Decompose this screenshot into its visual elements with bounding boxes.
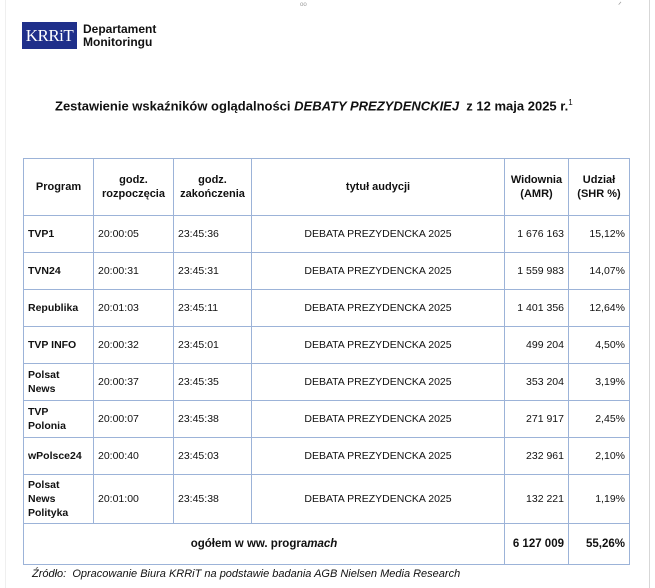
total-label-italic: mach xyxy=(307,538,338,550)
cell-start: 20:01:00 xyxy=(94,475,174,524)
cell-end: 23:45:36 xyxy=(174,216,252,253)
cell-start: 20:00:40 xyxy=(94,438,174,475)
logo-mark: KRRiT xyxy=(22,22,77,49)
cell-shr: 15,12% xyxy=(569,216,630,253)
table-total-row xyxy=(24,524,630,565)
table-row xyxy=(24,253,630,290)
source-note: Źródło: Opracowanie Biura KRRiT na podstawie badania AGB Nielsen Media Research xyxy=(32,568,461,580)
logo-line-1: Departament xyxy=(83,21,157,36)
cell-amr: 232 961 xyxy=(505,438,569,475)
cell-start: 20:01:03 xyxy=(94,290,174,327)
cell-amr: 271 917 xyxy=(505,401,569,438)
cell-shr: 2,10% xyxy=(569,438,630,475)
cell-end: 23:45:38 xyxy=(174,401,252,438)
cell-title: DEBATA PREZYDENCKA 2025 xyxy=(252,475,505,524)
header-amr: Widownia (AMR) xyxy=(505,159,569,216)
cell-shr: 12,64% xyxy=(569,290,630,327)
cell-amr: 1 676 163 xyxy=(505,216,569,253)
cell-program: Polsat News Polityka xyxy=(24,475,94,524)
cell-end: 23:45:35 xyxy=(174,364,252,401)
krrit-logo xyxy=(22,22,156,49)
table-row xyxy=(24,438,630,475)
top-marks xyxy=(300,0,622,10)
total-label xyxy=(24,524,505,565)
logo-department-name xyxy=(83,23,156,49)
top-mark-left: ᵒᵒ xyxy=(300,0,307,10)
cell-amr: 1 559 983 xyxy=(505,253,569,290)
cell-amr: 132 221 xyxy=(505,475,569,524)
table-row xyxy=(24,216,630,253)
cell-title: DEBATA PREZYDENCKA 2025 xyxy=(252,401,505,438)
cell-title: DEBATA PREZYDENCKA 2025 xyxy=(252,327,505,364)
header-start: godz. rozpoczęcia xyxy=(94,159,174,216)
cell-title: DEBATA PREZYDENCKA 2025 xyxy=(252,216,505,253)
cell-amr: 353 204 xyxy=(505,364,569,401)
cell-title: DEBATA PREZYDENCKA 2025 xyxy=(252,438,505,475)
total-amr: 6 127 009 xyxy=(505,524,569,565)
total-label-prefix: ogółem w ww. progra xyxy=(190,538,308,550)
table-header-row xyxy=(24,159,630,216)
cell-end: 23:45:03 xyxy=(174,438,252,475)
cell-shr: 2,45% xyxy=(569,401,630,438)
table-row xyxy=(24,364,630,401)
cell-end: 23:45:38 xyxy=(174,475,252,524)
cell-program: Republika xyxy=(24,290,94,327)
header-program: Program xyxy=(24,159,94,216)
cell-amr: 499 204 xyxy=(505,327,569,364)
cell-amr: 1 401 356 xyxy=(505,290,569,327)
cell-shr: 3,19% xyxy=(569,364,630,401)
cell-start: 20:00:05 xyxy=(94,216,174,253)
cell-program: Polsat News xyxy=(24,364,94,401)
cell-end: 23:45:11 xyxy=(174,290,252,327)
cell-start: 20:00:37 xyxy=(94,364,174,401)
cell-title: DEBATA PREZYDENCKA 2025 xyxy=(252,290,505,327)
cell-program: TVN24 xyxy=(24,253,94,290)
cell-title: DEBATA PREZYDENCKA 2025 xyxy=(252,364,505,401)
cell-shr: 4,50% xyxy=(569,327,630,364)
cell-program: wPolsce24 xyxy=(24,438,94,475)
viewership-table xyxy=(23,158,630,565)
cell-start: 20:00:07 xyxy=(94,401,174,438)
table-row xyxy=(24,290,630,327)
logo-line-2: Monitoringu xyxy=(83,34,153,49)
cell-shr: 14,07% xyxy=(569,253,630,290)
title-prefix: Zestawienie wskaźników oglądalności xyxy=(55,98,295,114)
cell-start: 20:00:31 xyxy=(94,253,174,290)
table-row xyxy=(24,327,630,364)
cell-end: 23:45:01 xyxy=(174,327,252,364)
cell-start: 20:00:32 xyxy=(94,327,174,364)
top-mark-right: ᐟ xyxy=(618,0,622,10)
table-row xyxy=(24,401,630,438)
document-title xyxy=(55,98,573,113)
header-title: tytuł audycji xyxy=(252,159,505,216)
title-suffix: z 12 maja 2025 r. xyxy=(459,98,569,114)
header-shr: Udział (SHR %) xyxy=(569,159,630,216)
cell-shr: 1,19% xyxy=(569,475,630,524)
title-footnote: 1 xyxy=(568,98,573,107)
title-italic: DEBATY PREZYDENCKIEJ xyxy=(294,98,460,114)
cell-title: DEBATA PREZYDENCKA 2025 xyxy=(252,253,505,290)
table-row xyxy=(24,475,630,524)
header-end: godz. zakończenia xyxy=(174,159,252,216)
cell-program: TVP1 xyxy=(24,216,94,253)
cell-program: TVP INFO xyxy=(24,327,94,364)
total-shr: 55,26% xyxy=(569,524,630,565)
cell-end: 23:45:31 xyxy=(174,253,252,290)
cell-program: TVP Polonia xyxy=(24,401,94,438)
